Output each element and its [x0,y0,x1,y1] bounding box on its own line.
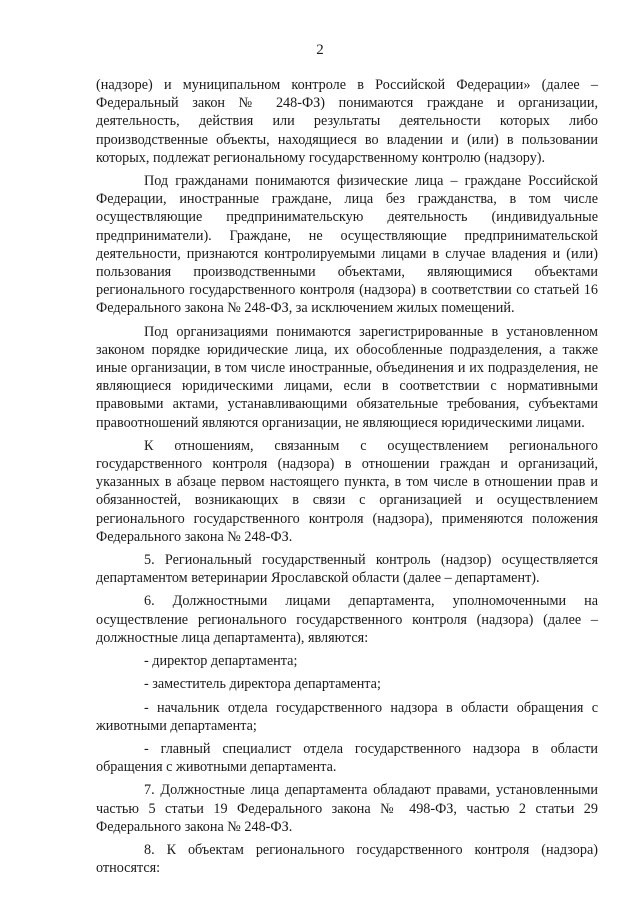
list-item-head-of-department: - начальник отдела государственного надзора в области обращения с животными департамента; [96,699,598,734]
paragraph-organizations: Под организациями понимаются зарегистрированные в установленном законом порядке юридические лица, их обособленные подразделения, а также иные организации, в том числе иностранные, объединения и их подразделения, не являющиеся юридическими лицами, если в соответствии с нормативными правовыми актами, устанавливающими обязательные требования, субъектами правоотношений являются организации, не являющиеся юридическими лицами. [96,323,598,431]
paragraph-item-7: 7. Должностные лица департамента обладают правами, установленными частью 5 статьи 19 Федерального закона № 498-ФЗ, частью 2 статьи 29 Федерального закона № 248-ФЗ. [96,782,598,835]
paragraph-item-6: 6. Должностными лицами департамента, уполномоченными на осуществление регионального государственного контроля (надзора) (далее – должностные лица департамента), являются: [96,593,598,646]
list-item-director: - директор департамента; [144,653,298,670]
document-body [96,76,598,882]
paragraph-citizens: Под гражданами понимаются физические лица – граждане Российской Федерации, иностранные граждане, лица без гражданства, в том числе осуществляющие предпринимательскую деятельность (индивидуальные предприниматели). Граждане, не осуществляющие предпринимательской деятельности, признаются контролируемыми лицами в случае владения и (или) пользования производственными объектами, являющимися объектами регионального государственного контроля (надзора) в соответствии со статьей 16 Федерального закона № 248-ФЗ, за исключением жилых помещений. [96,173,598,317]
paragraph-item-8: 8. К объектам регионального государственного контроля (надзора) относятся: [96,841,598,877]
page-number: 2 [316,42,324,58]
paragraph-relations: К отношениям, связанным с осуществлением регионального государственного контроля (надзора) в отношении граждан и организаций, указанных в абзаце первом настоящего пункта, в том числе в отношении прав и обязанностей, возникающих в связи с организацией и осуществлением регионального государственного контроля (надзора), применяются положения Федерального закона № 248-ФЗ. [96,437,598,545]
list-item-deputy-director: - заместитель директора департамента; [144,676,381,693]
paragraph-item-5: 5. Региональный государственный контроль (надзор) осуществляется департаментом ветеринарии Ярославской области (далее – департамент). [96,552,598,587]
paragraph-continuation: (надзоре) и муниципальном контроле в Российской Федерации» (далее – Федеральный закон № 248-ФЗ) понимаются граждане и организации, деятельность, действия или результаты деятельности которых либо производственные объекты, находящиеся во владении и (или) в пользовании которых, подлежат региональному государственному контролю (надзору). [96,77,598,166]
list-item-chief-specialist: - главный специалист отдела государственного надзора в области обращения с животными департамента. [96,740,598,776]
